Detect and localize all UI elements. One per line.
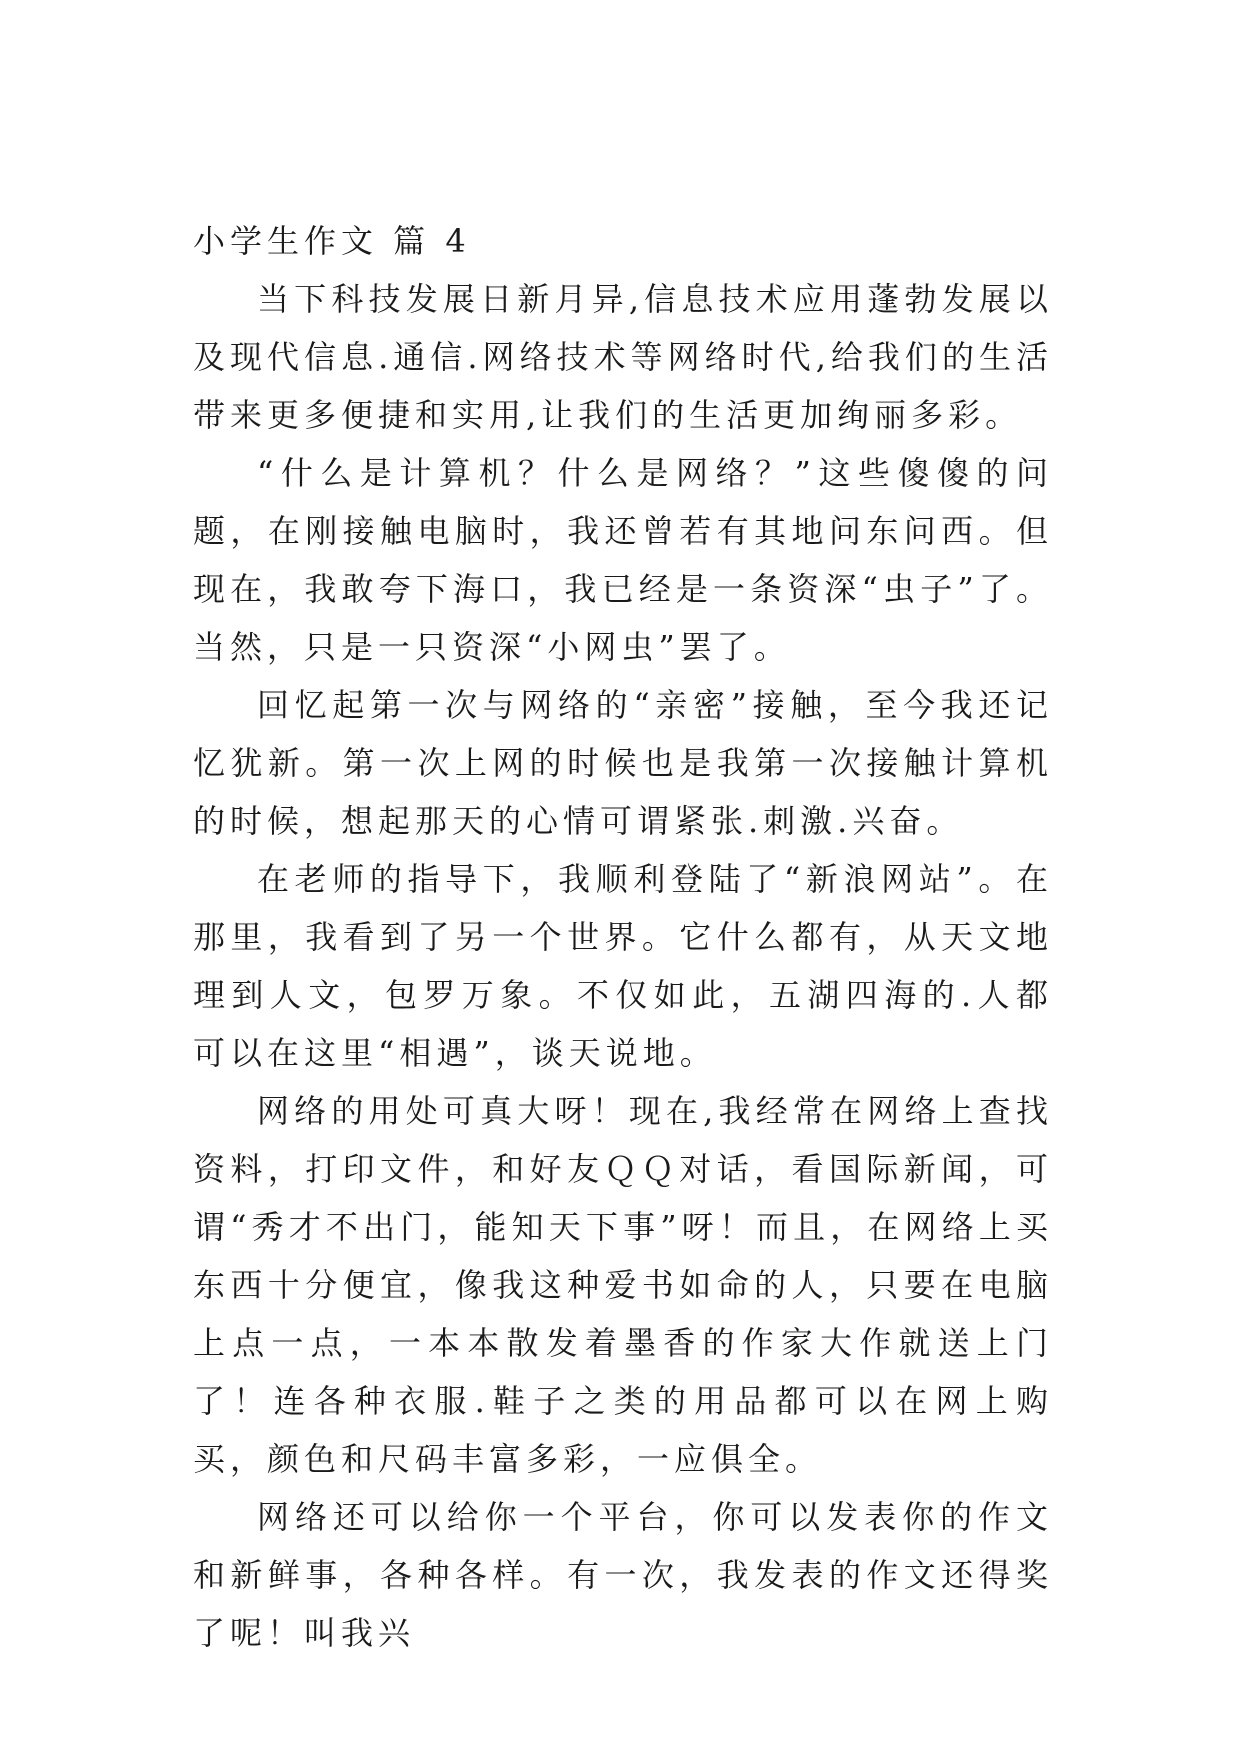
essay-heading: 小学生作文 篇 4 <box>193 222 471 260</box>
paragraph-5: 网络的用处可真大呀！现在,我经常在网络上查找资料，打印文件，和好友ＱＱ对话，看国际新闻，可谓“秀才不出门，能知天下事”呀！而且，在网络上买东西十分便宜，像我这种爱书如命的人，只要在电脑上点一点，一本本散发着墨香的作家大作就送上门了！连各种衣服.鞋子之类的用品都可以在网上购买，颜色和尺码丰富多彩，一应俱全。 <box>193 1092 1053 1478</box>
document-body <box>193 212 1053 1662</box>
paragraph-6: 网络还可以给你一个平台，你可以发表你的作文和新鲜事，各种各样。有一次，我发表的作文还得奖了呢！叫我兴 <box>193 1498 1053 1652</box>
paragraph-2: “什么是计算机？什么是网络？”这些傻傻的问题，在刚接触电脑时，我还曾若有其地问东问西。但现在，我敢夸下海口，我已经是一条资深“虫子”了。当然，只是一只资深“小网虫”罢了。 <box>193 454 1053 666</box>
paragraph-1: 当下科技发展日新月异,信息技术应用蓬勃发展以及现代信息.通信.网络技术等网络时代,给我们的生活带来更多便捷和实用,让我们的生活更加绚丽多彩。 <box>193 280 1053 434</box>
paragraph-4: 在老师的指导下，我顺利登陆了“新浪网站”。在那里，我看到了另一个世界。它什么都有，从天文地理到人文，包罗万象。不仅如此，五湖四海的.人都可以在这里“相遇”，谈天说地。 <box>193 860 1053 1072</box>
paragraph-3: 回忆起第一次与网络的“亲密”接触，至今我还记忆犹新。第一次上网的时候也是我第一次接触计算机的时候，想起那天的心情可谓紧张.刺激.兴奋。 <box>193 686 1053 840</box>
